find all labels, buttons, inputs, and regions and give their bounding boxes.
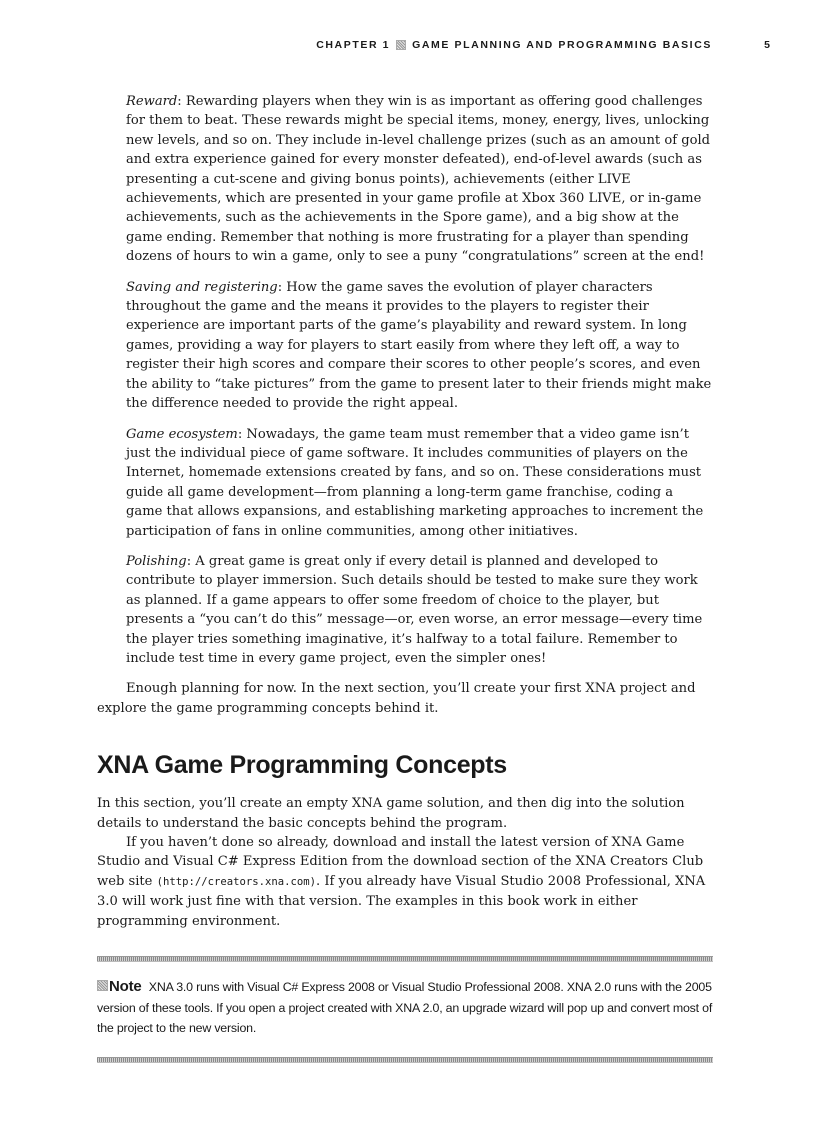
list-item-ecosystem xyxy=(126,425,713,541)
list-item-text: : A great game is great only if every detail is planned and developed to contribute to player immersion. Such details should be tested to make sure they work as planned. If a game appears to offer some freedom of choice to the player, but presents a “you can’t do this” message—or, even worse, an error message—every time the player tries something imaginative, it’s halfway to a total failure. Remember to include test time in every game project, even the simpler ones! xyxy=(126,553,703,666)
creators-club-link[interactable]: (http://creators.xna.com) xyxy=(156,875,317,888)
list-item-saving xyxy=(126,278,713,414)
list-item-text: : Nowadays, the game team must remember that a video game isn’t just the individual piece of game software. It includes communities of players on the Internet, homemade extensions created by fans, and so on. These considerations must guide all game development—from planning a long-term game franchise, coding a game that allows expansions, and establishing marketing approaches to increment the participation of fans in online communities, among other initiatives. xyxy=(126,426,704,539)
list-item-term: Polishing xyxy=(126,553,187,569)
note-text xyxy=(97,977,713,1039)
note-body: XNA 3.0 runs with Visual C# Express 2008 or Visual Studio Professional 2008. XNA 2.0 runs with the 2005 version of these tools. If you open a project created with XNA 2.0, an upgrade wizard will pop up and convert most of the project to the new version. xyxy=(97,980,713,1035)
list-item-term: Game ecosystem xyxy=(126,426,238,442)
paragraph-text: . If you already have Visual Studio 2008 Professional, XNA 3.0 will work just fine with that version. The examples in this book work in either programming environment. xyxy=(97,873,706,929)
section-heading: XNA Game Programming Concepts xyxy=(97,751,507,780)
separator-icon xyxy=(396,40,406,50)
chapter-title: GAME PLANNING AND PROGRAMMING BASICS xyxy=(412,39,712,51)
section-paragraph-1: In this section, you’ll create an empty XNA game solution, and then dig into the solution details to understand the basic concepts behind the program. xyxy=(97,796,685,831)
closing-paragraph: Enough planning for now. In the next section, you’ll create your first XNA project and explore the game programming concepts behind it. xyxy=(97,681,696,716)
list-item-term: Reward xyxy=(126,94,178,109)
note-box xyxy=(97,956,713,1063)
note-icon xyxy=(97,980,108,991)
note-label: Note xyxy=(109,978,142,995)
paragraph-text: If you haven’t done so already, download and install the latest version of XNA Game Studio and Visual C# Express Edition from the download section of the XNA Creators Club web site xyxy=(97,835,704,889)
note-top-rule xyxy=(97,956,713,962)
list-item-term: Saving and registering xyxy=(126,279,278,295)
running-head xyxy=(0,39,816,55)
page-number: 5 xyxy=(764,39,770,51)
list-item-polishing xyxy=(126,552,713,668)
list-item-text: : Rewarding players when they win is as important as offering good challenges for them to beat. These rewards might be special items, money, energy, lives, unlocking new levels, and so on. They include in-level challenge prizes (such as an amount of gold and extra experience gained for every monster defeated), end-of-level awards (such as presenting a cut-scene and giving bonus points), achievements (either LIVE achievements, which are presented in your game profile at Xbox 360 LIVE, or in-game achievements, such as the achievements in the Spore game), and a big show at the game ending. Remember that nothing is more frustrating for a player than spending dozens of hours to win a game, only to see a puny “congratulations” screen at the end! xyxy=(126,94,711,265)
running-head-chapter xyxy=(316,39,712,51)
section-paragraph-2 xyxy=(97,833,713,931)
main-content xyxy=(97,92,713,931)
chapter-label: CHAPTER 1 xyxy=(316,39,391,51)
list-item-reward xyxy=(126,92,713,267)
note-bottom-rule xyxy=(97,1057,713,1063)
list-item-text: : How the game saves the evolution of player characters throughout the game and the means it provides to the players to register their experience are important parts of the game’s playability and reward system. In long games, providing a way for players to start easily from where they left off, a way to register their high scores and compare their scores to other people’s scores, and even the ability to “take pictures” from the game to present later to their friends might make the difference needed to provide the right appeal. xyxy=(126,279,712,412)
